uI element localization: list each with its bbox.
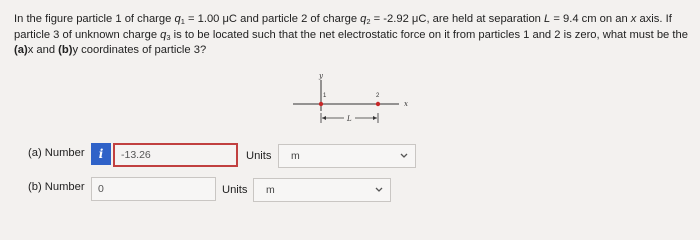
- arrowhead-right: [373, 116, 377, 120]
- question-text: [14, 13, 698, 58]
- answer-b-label: (b) Number: [28, 181, 85, 193]
- particle-2: [376, 102, 380, 106]
- particle-figure: [293, 73, 413, 129]
- question-part: = -2.92 μC, are held at separation: [370, 13, 544, 25]
- question-part: = 9.4 cm on an: [550, 13, 631, 25]
- chevron-down-icon: [374, 183, 384, 197]
- q2-symbol: q: [360, 13, 367, 25]
- answer-a-units-value: m: [291, 150, 300, 162]
- answer-b-units-label: Units: [222, 184, 248, 196]
- question-part: In the figure particle 1 of charge: [14, 13, 175, 25]
- part-b-tag: (b): [58, 44, 73, 57]
- x-symbol: x: [630, 13, 637, 25]
- separation-symbol: L: [544, 13, 551, 25]
- particle-1: [319, 102, 323, 106]
- question-part: = 1.00 μC and particle 2 of charge: [184, 13, 361, 25]
- answer-b-units-value: m: [266, 184, 275, 196]
- separation-label: L: [347, 115, 352, 123]
- x-axis-label: x: [404, 100, 408, 108]
- q1-subscript: 1: [180, 17, 185, 26]
- q3-subscript: 3: [166, 32, 171, 42]
- question-part: x and: [27, 44, 59, 57]
- arrowhead-left: [322, 116, 326, 120]
- chevron-down-icon: [399, 149, 409, 163]
- part-a-tag: (a): [14, 44, 28, 57]
- particle-1-label: 1: [323, 93, 327, 99]
- answer-a-units-label: Units: [246, 150, 272, 162]
- answer-a-label: (a) Number: [28, 147, 85, 159]
- q2-subscript: 2: [366, 17, 371, 26]
- q1-symbol: q: [174, 13, 181, 25]
- answer-b-units-select[interactable]: [253, 178, 391, 202]
- info-icon[interactable]: i: [91, 143, 111, 165]
- particle-2-label: 2: [376, 93, 380, 99]
- question-part: is to be located such that the net electrostatic force on it from particles 1 and 2 is zero, what must be the: [170, 28, 688, 41]
- answer-a-number-input[interactable]: [113, 143, 238, 167]
- question-part: axis. If particle 3 of unknown charge: [14, 13, 672, 41]
- q3-symbol: q: [160, 28, 167, 41]
- answer-b-number-input[interactable]: [91, 177, 216, 201]
- y-axis-label: y: [319, 73, 323, 80]
- question-part: y coordinates of particle 3?: [72, 44, 207, 57]
- answer-a-units-select[interactable]: [278, 144, 416, 168]
